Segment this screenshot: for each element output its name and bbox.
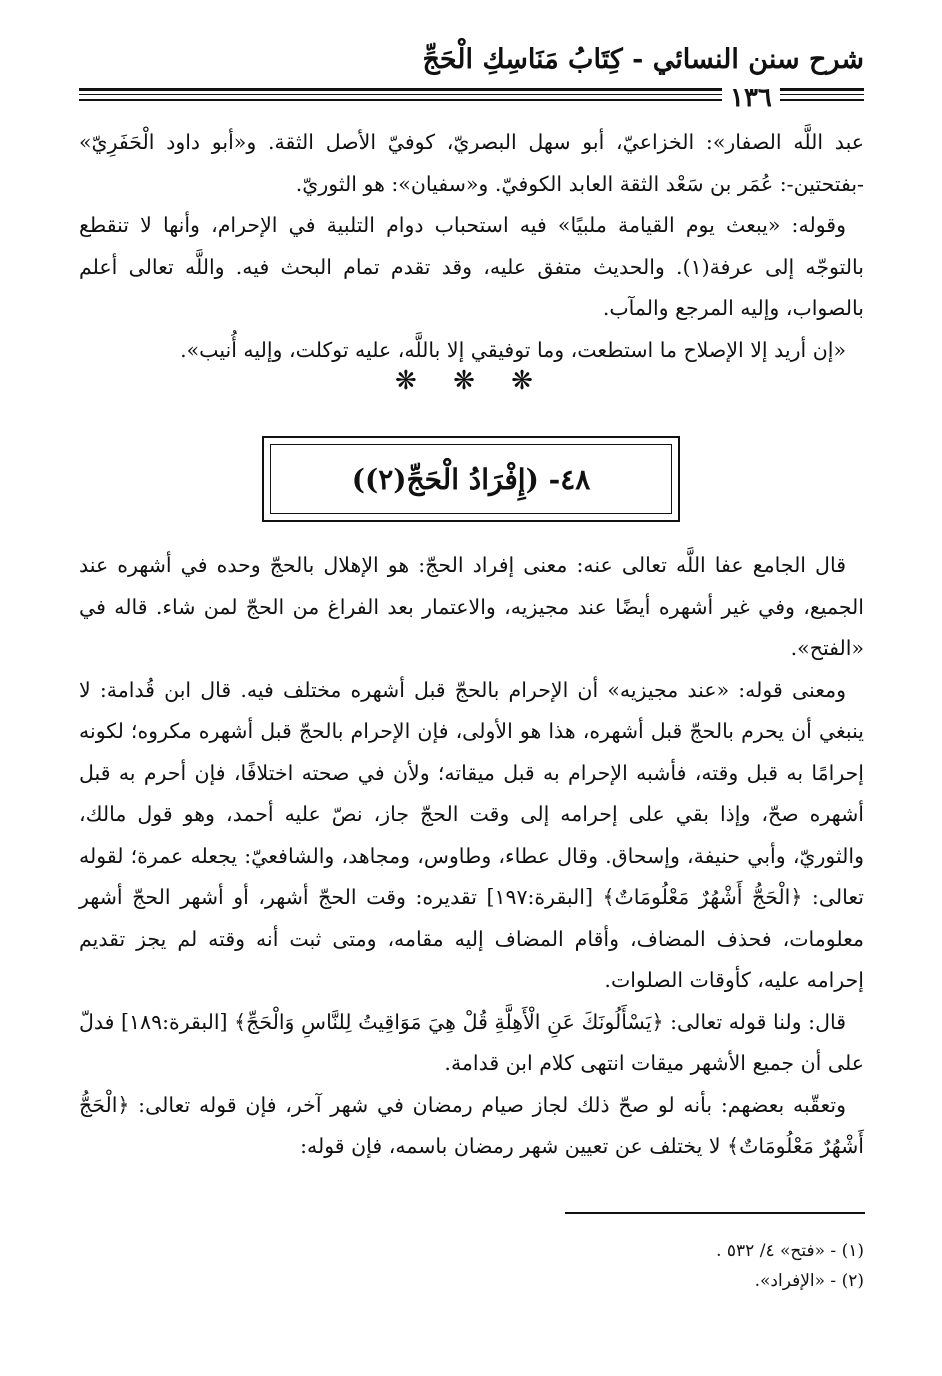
paragraph: ومعنى قوله: «عند مجيزيه» أن الإحرام بالحجّ قبل أشهره مختلف فيه. قال ابن قُدامة: لا ينبغي أن يحرم بالحجّ قبل أشهره، هذا هو الأولى، فإن الإحرام بالحجّ قبل أشهره مكروه؛ لكونه إحرامًا به قبل وقته، فأشبه الإحرام به قبل ميقاته؛ ولأن في صحته اختلافًا، فإن أحرم به قبل أشهره صحّ، وإذا بقي على إحرامه إلى وقت الحجّ جاز، نصّ عليه أحمد، وهو قول مالك، والثوريّ، وأبي حنيفة، وإسحاق. وقال عطاء، وطاوس، ومجاهد، والشافعيّ: يجعله عمرة؛ لقوله تعالى: ﴿الْحَجُّ أَشْهُرٌ مَعْلُومَاتٌ﴾ [البقرة:١٩٧] تقديره: وقت الحجّ أشهر، أو أشهر الحجّ أشهر معلومات، فحذف المضاف، وأقام المضاف إليه مقامه، ومتى ثبت أنه وقته لم يجز تقديم إحرامه عليه، كأوقات الصلوات. — [79, 677, 864, 992]
paragraph: وتعقّبه بعضهم: بأنه لو صحّ ذلك لجاز صيام رمضان في شهر آخر، فإن قوله تعالى: ﴿الْحَجُّ أَشْهُرٌ مَعْلُومَاتٌ﴾ لا يختلف عن تعيين شهر رمضان باسمه، فإن قوله: — [79, 1092, 864, 1158]
section-separator: ❋ ❋ ❋ — [395, 366, 547, 396]
paragraph: قال: ولنا قوله تعالى: ﴿يَسْأَلُونَكَ عَنِ الْأَهِلَّةِ قُلْ هِيَ مَوَاقِيتُ لِلنَّاسِ وَالْحَجِّ﴾ [البقرة:١٨٩] فدلّ على أن جميع الأشهر ميقات انتهى كلام ابن قدامة. — [79, 1009, 864, 1075]
top-text-block — [79, 122, 864, 371]
paragraph: قال الجامع عفا اللَّه تعالى عنه: معنى إفراد الحجّ: هو الإهلال بالحجّ وحده في أشهره عند الجميع، وفي غير أشهره أيضًا عند مجيزيه، والاعتمار بعد الفراغ من الحجّ لمن شاء. قاله في «الفتح». — [79, 553, 864, 660]
running-title: شرح سنن النسائي - كِتَابُ مَنَاسِكِ الْحَجِّ — [422, 44, 864, 75]
paragraph: عبد اللَّه الصفار»: الخزاعيّ، أبو سهل البصريّ، كوفيّ الأصل الثقة. و«أبو داود الْحَفَرِيّ» -بفتحتين-: عُمَر بن سَعْد الثقة العابد الكوفيّ. و«سفيان»: هو الثوريّ. — [79, 130, 864, 196]
footnotes — [79, 1236, 864, 1296]
chapter-title: ٤٨- (إِفْرَادُ الْحَجِّ(٢)) — [351, 462, 591, 496]
paragraph: «إن أريد إلا الإصلاح ما استطعت، وما توفيقي إلا باللَّه، عليه توكلت، وإليه أُنيب». — [180, 337, 846, 362]
paragraph: وقوله: «يبعث يوم القيامة ملبيًا» فيه استحباب دوام التلبية في الإحرام، وأنها لا تنقطع بالتوجّه إلى عرفة(١). والحديث متفق عليه، وقد تقدم تمام البحث فيه. واللَّه تعالى أعلم بالصواب، وإليه المرجع والمآب. — [79, 213, 864, 320]
chapter-heading-box — [262, 436, 680, 522]
footnote: (٢) - «الإفراد». — [754, 1271, 864, 1291]
page-number: ١٣٦ — [722, 83, 780, 113]
footnote-rule — [565, 1212, 865, 1214]
footnote: (١) - «فتح» ٤/ ٥٣٢ . — [716, 1241, 864, 1261]
chapter-heading-inner-frame — [270, 444, 672, 514]
main-text-block — [79, 545, 864, 1168]
